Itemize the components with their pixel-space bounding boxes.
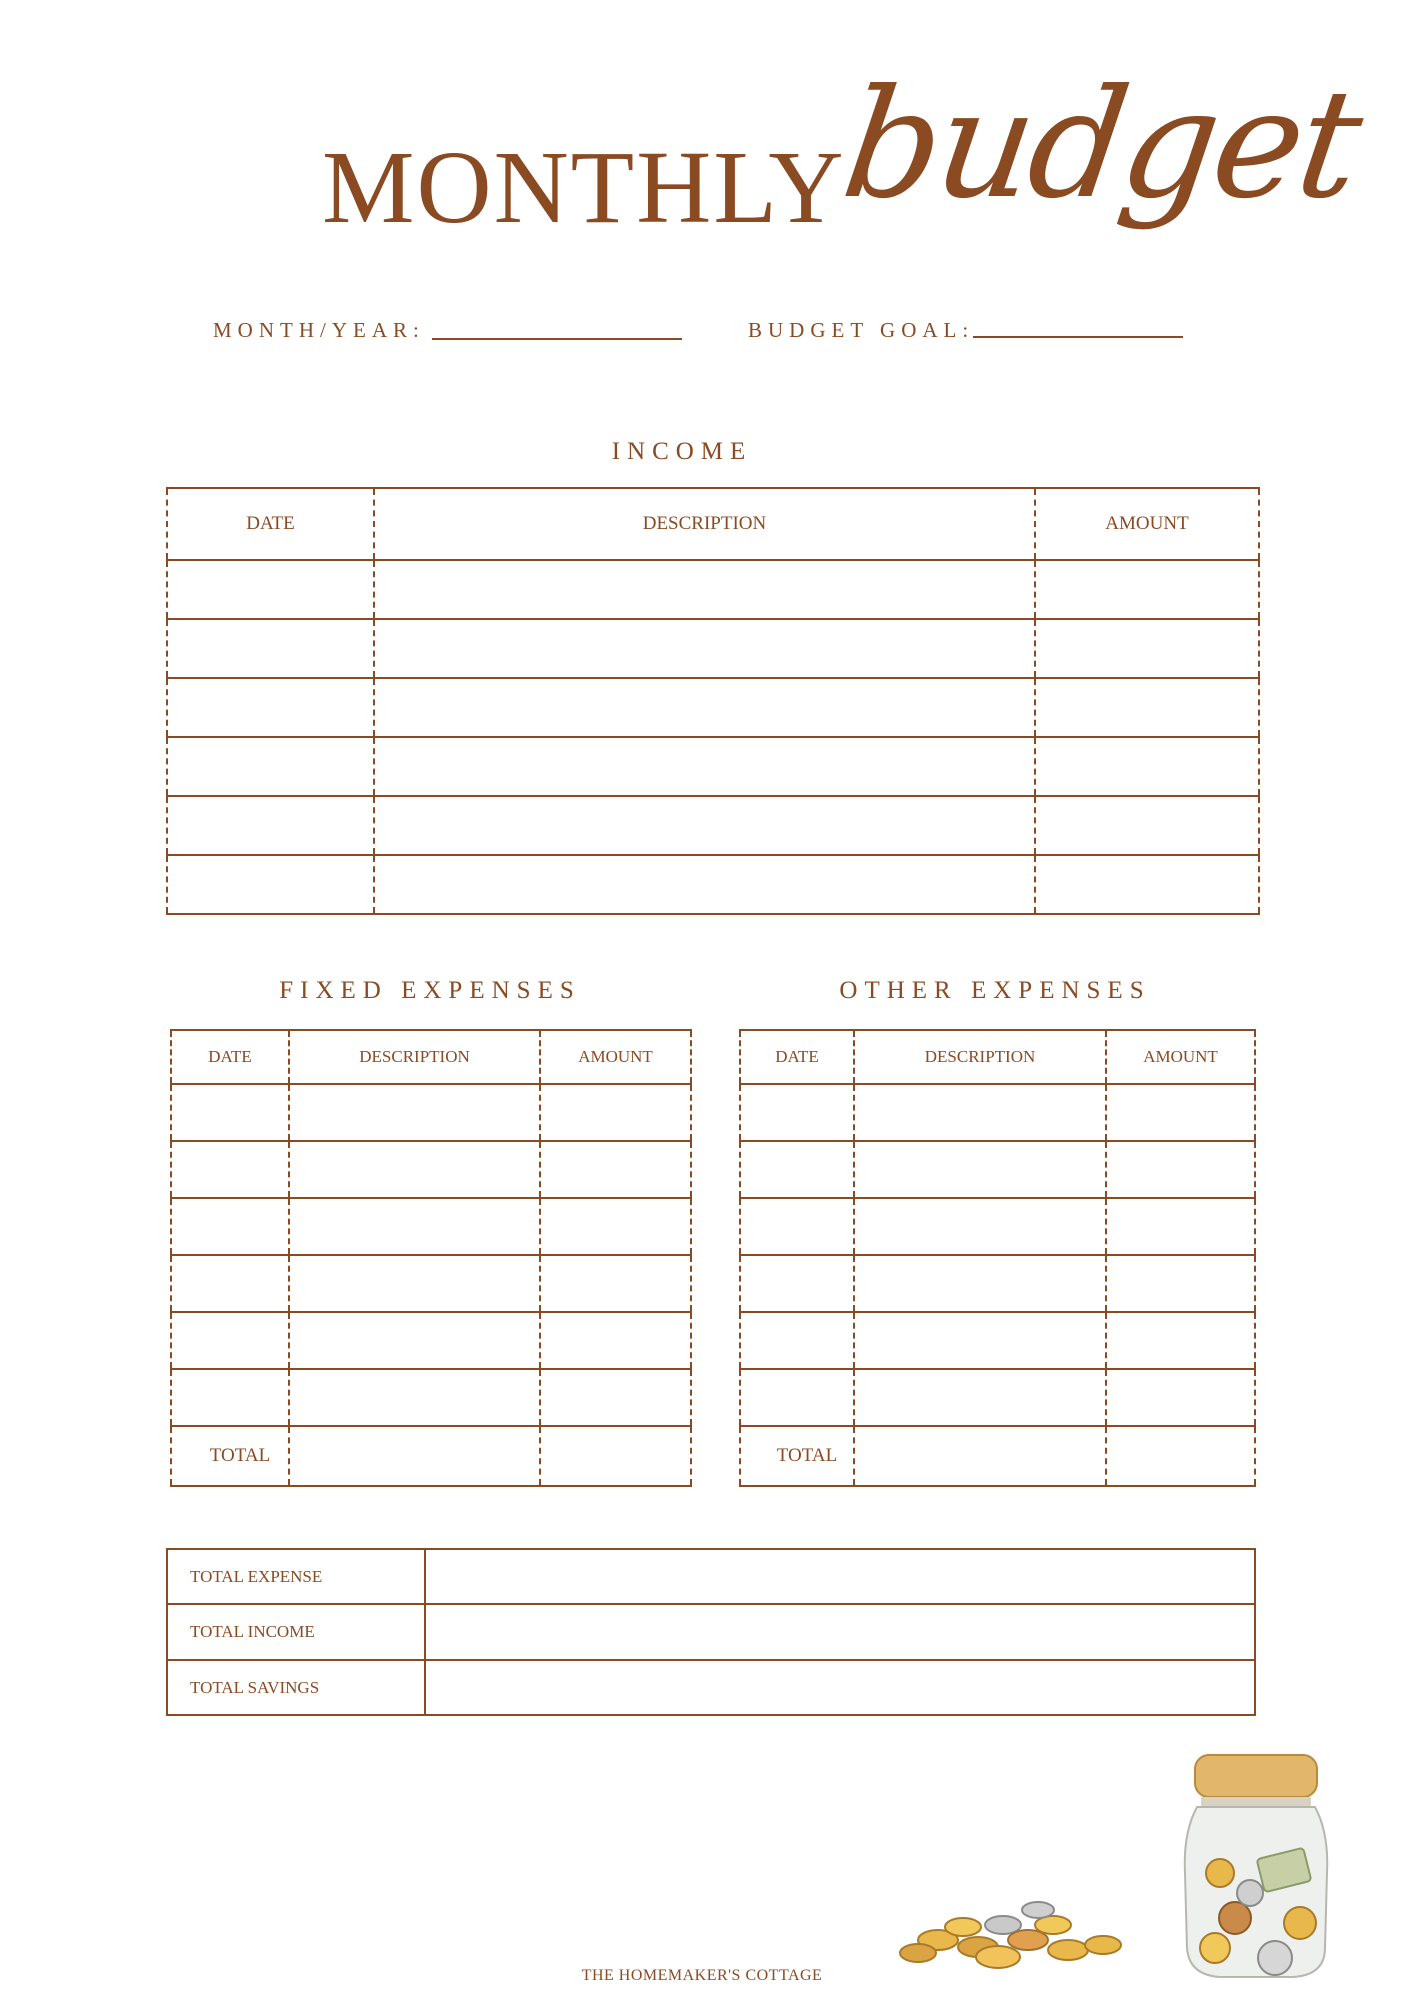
table-row[interactable] [740,1312,1255,1369]
other-total-description[interactable] [854,1426,1106,1486]
amount-cell[interactable] [1035,560,1259,619]
description-cell[interactable] [289,1255,540,1312]
description-cell[interactable] [374,678,1035,737]
fixed-col-date: DATE [171,1030,289,1084]
table-row[interactable] [171,1141,691,1198]
income-title: INCOME [611,438,753,465]
other-header-row [740,1030,1255,1084]
description-cell[interactable] [289,1369,540,1426]
table-row[interactable] [167,619,1259,678]
table-row[interactable] [740,1141,1255,1198]
amount-cell[interactable] [1035,678,1259,737]
description-cell[interactable] [374,737,1035,796]
description-cell[interactable] [854,1312,1106,1369]
budget-goal-field[interactable] [973,336,1183,338]
description-cell[interactable] [854,1369,1106,1426]
amount-cell[interactable] [1106,1084,1255,1141]
date-cell[interactable] [740,1198,854,1255]
description-cell[interactable] [854,1255,1106,1312]
total-savings-label: TOTAL SAVINGS [167,1660,425,1715]
page-title: MONTHLY [322,130,846,245]
fixed-header-row [171,1030,691,1084]
description-cell[interactable] [374,560,1035,619]
table-row[interactable] [740,1198,1255,1255]
income-col-description: DESCRIPTION [374,488,1035,560]
table-row[interactable] [167,796,1259,855]
month-year-field[interactable] [432,338,682,340]
amount-cell[interactable] [1035,737,1259,796]
other-total-label: TOTAL [740,1426,854,1486]
table-row[interactable] [167,560,1259,619]
income-col-date: DATE [167,488,374,560]
fixed-total-row [171,1426,691,1486]
coin-jar-icon [1175,1743,1345,1983]
amount-cell[interactable] [540,1255,691,1312]
date-cell[interactable] [171,1312,289,1369]
description-cell[interactable] [374,855,1035,914]
table-row[interactable] [171,1255,691,1312]
table-row[interactable] [167,678,1259,737]
fixed-expenses-table [170,1029,692,1487]
table-row[interactable] [167,855,1259,914]
date-cell[interactable] [171,1198,289,1255]
fixed-total-label: TOTAL [171,1426,289,1486]
amount-cell[interactable] [540,1369,691,1426]
month-year-label: MONTH/YEAR: [213,318,425,342]
amount-cell[interactable] [1106,1198,1255,1255]
amount-cell[interactable] [1035,855,1259,914]
fixed-col-amount: AMOUNT [540,1030,691,1084]
description-cell[interactable] [289,1312,540,1369]
date-cell[interactable] [167,855,374,914]
date-cell[interactable] [167,796,374,855]
other-expenses-table [739,1029,1256,1487]
other-total-amount[interactable] [1106,1426,1255,1486]
amount-cell[interactable] [540,1198,691,1255]
other-col-date: DATE [740,1030,854,1084]
amount-cell[interactable] [1106,1141,1255,1198]
income-table [166,487,1260,915]
description-cell[interactable] [854,1141,1106,1198]
table-row[interactable] [171,1369,691,1426]
date-cell[interactable] [740,1369,854,1426]
description-cell[interactable] [374,619,1035,678]
summary-row [167,1549,1255,1604]
income-col-amount: AMOUNT [1035,488,1259,560]
table-row[interactable] [740,1255,1255,1312]
date-cell[interactable] [740,1141,854,1198]
amount-cell[interactable] [540,1084,691,1141]
date-cell[interactable] [171,1141,289,1198]
income-header-row [167,488,1259,560]
table-row[interactable] [740,1369,1255,1426]
other-expenses-title: OTHER EXPENSES [839,977,1151,1004]
summary-row [167,1660,1255,1715]
total-expense-label: TOTAL EXPENSE [167,1549,425,1604]
description-cell[interactable] [854,1084,1106,1141]
amount-cell[interactable] [540,1312,691,1369]
fixed-total-amount[interactable] [540,1426,691,1486]
total-income-value[interactable] [425,1604,1255,1660]
description-cell[interactable] [374,796,1035,855]
table-row[interactable] [171,1198,691,1255]
total-savings-value[interactable] [425,1660,1255,1715]
page-title-script: budget [833,58,1368,232]
summary-table [166,1548,1256,1716]
amount-cell[interactable] [1106,1369,1255,1426]
date-cell[interactable] [167,678,374,737]
description-cell[interactable] [854,1198,1106,1255]
footer-brand: THE HOMEMAKER'S COTTAGE [581,1967,823,1984]
amount-cell[interactable] [1035,796,1259,855]
date-cell[interactable] [167,737,374,796]
date-cell[interactable] [171,1084,289,1141]
table-row[interactable] [171,1312,691,1369]
date-cell[interactable] [740,1312,854,1369]
other-total-row [740,1426,1255,1486]
table-row[interactable] [740,1084,1255,1141]
description-cell[interactable] [289,1141,540,1198]
summary-row [167,1604,1255,1660]
description-cell[interactable] [289,1198,540,1255]
total-income-label: TOTAL INCOME [167,1604,425,1660]
description-cell[interactable] [289,1084,540,1141]
date-cell[interactable] [171,1369,289,1426]
date-cell[interactable] [167,560,374,619]
total-expense-value[interactable] [425,1549,1255,1604]
date-cell[interactable] [740,1084,854,1141]
fixed-total-description[interactable] [289,1426,540,1486]
fixed-expenses-title: FIXED EXPENSES [279,977,581,1004]
amount-cell[interactable] [1106,1255,1255,1312]
date-cell[interactable] [740,1255,854,1312]
date-cell[interactable] [167,619,374,678]
fixed-col-description: DESCRIPTION [289,1030,540,1084]
coin-pile-icon [888,1885,1143,1975]
table-row[interactable] [171,1084,691,1141]
amount-cell[interactable] [1035,619,1259,678]
other-col-description: DESCRIPTION [854,1030,1106,1084]
table-row[interactable] [167,737,1259,796]
date-cell[interactable] [171,1255,289,1312]
amount-cell[interactable] [540,1141,691,1198]
budget-goal-label: BUDGET GOAL: [748,318,975,342]
amount-cell[interactable] [1106,1312,1255,1369]
other-col-amount: AMOUNT [1106,1030,1255,1084]
